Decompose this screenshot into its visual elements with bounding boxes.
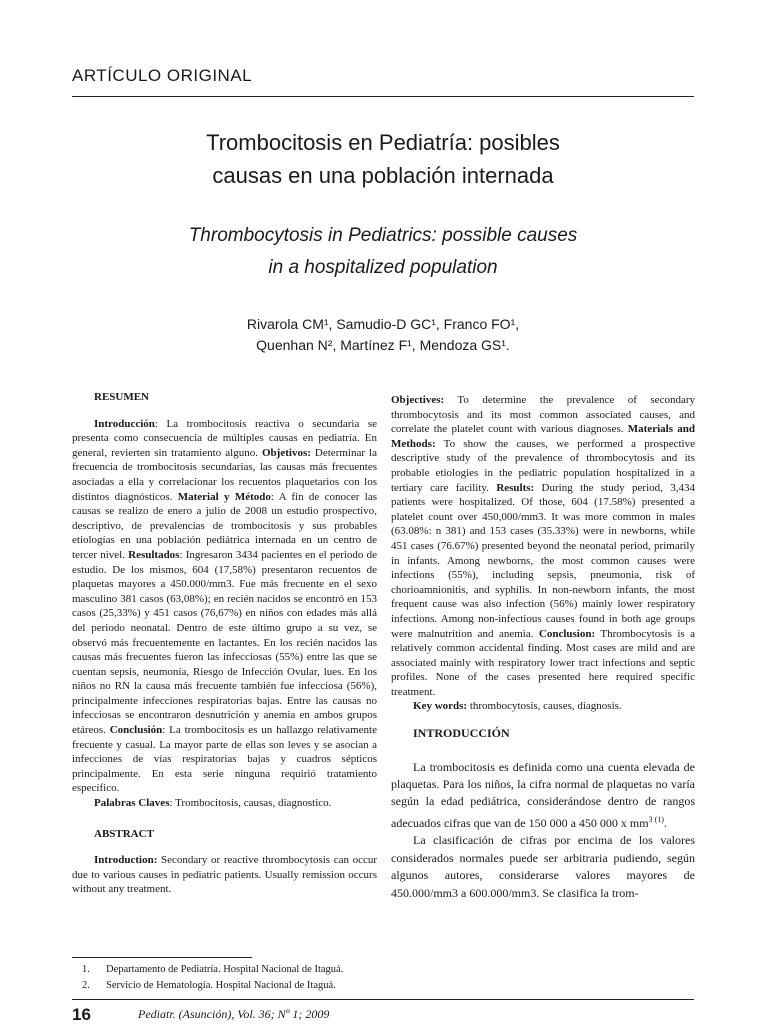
- right-column: [391, 393, 695, 902]
- resumen-met-label: Material y Método: [177, 490, 271, 503]
- resumen-heading: RESUMEN: [94, 391, 150, 403]
- introduccion-heading: INTRODUCCIÓN: [413, 726, 510, 741]
- footnote-2: 2. Servicio de Hematología. Hospital Nacional de Itaguá.: [82, 980, 336, 991]
- abstract-heading: ABSTRACT: [94, 827, 154, 840]
- resumen-keywords: [72, 796, 377, 811]
- authors-line-2: Quenhan N², Martínez F¹, Mendoza GS¹.: [256, 337, 510, 353]
- title-en-line-2: in a hospitalized population: [268, 257, 498, 278]
- introduccion-p1-text: La trombocitosis es definida como una cuenta elevada de plaquetas. Para los niños, la cifra normal de plaquetas no varía según la edad pediátrica, considerándose dentro de rangos adecuados cifras que van de 150 000 a 450 000 x mm: [391, 759, 695, 830]
- introduccion-p1-sup: 3 (1): [648, 814, 664, 824]
- abstract-obj-text: To determine the prevalence of secondary thrombocytosis and its most common associated causes, and correlate the platelet count with various diagnoses.: [391, 394, 695, 436]
- abstract-kw-label: Key words:: [413, 700, 468, 713]
- resumen-intro-label: Introducción: [94, 417, 155, 430]
- journal-citation: Pediatr. (Asunción), Vol. 36; Nº 1; 2009: [138, 1007, 330, 1021]
- resumen-kw-text: : Trombocitosis, causas, diagnostico.: [169, 797, 332, 810]
- resumen-met-text: : A fin de conocer las causas se realizo de enero a julio de 2008 un estudio prospectivo, descriptivo, de prevalencias de trombocitosis y sus probables etiologías en una población pediátrica internada en un centro de tercer nivel.: [72, 490, 378, 561]
- resumen-obj-text: Determinar la frecuencia de trombocitosis secundarias, las causas más frecuentes asociadas a ella y correlacionar los recuentos plaquetarios con los distintos diagnósticos.: [72, 446, 377, 503]
- introduccion-p1: [391, 759, 695, 833]
- resumen-body: [72, 417, 377, 796]
- introduccion-p1-end: .: [663, 815, 667, 830]
- title-es-line-1: Trombocitosis en Pediatría: posibles: [206, 130, 560, 155]
- page-number: 16: [72, 1005, 91, 1024]
- authors-line-1: Rivarola CM¹, Samudio-D GC¹, Franco FO¹,: [246, 316, 520, 332]
- abstract-res-text: During the study period, 3,434 patients were hospitalized. Of those, 604 (17.58%) presented a platelet count over 450,000/mm3. It was more common in males (63.08%: n 381) and 153 cases (35.33%) were in newborns, while 451 cases (76.67%) presented beyond the neonatal period, primarily in infants. Among newborns, the most common causes were infections (55%), including sepsis, pneumonia, risk of chorioamnionitis, and syphilis. In non-newborn infants, the most frequent cause was also infection (56%) mainly lower respiratory infections. Among non-infectious causes found in both age groups were malnutrition and anemia.: [391, 481, 695, 640]
- resumen-obj-label: Objetivos:: [262, 446, 311, 459]
- footnote-rule: [72, 957, 252, 958]
- title-es-line-2: causas en una población internada: [212, 163, 554, 188]
- resumen-con-text: : La trombocitosis es un hallazgo relativamente frecuente y casual. La mayor parte de ellas son leves y se asocian a infecciones de vías respiratorias bajas y cuadros sépticos principalmente. En esta serie ninguna requirió tratamiento específico.: [72, 724, 377, 795]
- resumen-kw-label: Palabras Claves: [94, 797, 170, 810]
- resumen-con-label: Conclusión: [109, 724, 163, 737]
- abstract-met-label: Materials and Methods:: [391, 423, 695, 450]
- abstract-body-start: [72, 853, 377, 897]
- abstract-con-label: Conclusion:: [538, 627, 596, 640]
- abstract-met-text: To show the causes, we performed a prospective descriptive study of the prevalence of thrombocytosis and its probable etiologies in the pediatric population hospitalized in a tertiary care facility.: [391, 437, 695, 494]
- introduccion-p2: La clasificación de cifras por encima de los valores considerados normales puede ser arbitraria pudiendo, según algunos autores, considerarse valores mayores de 450.000/mm3 a 600.000/mm3. Se clasifica la trom-: [391, 833, 695, 900]
- abstract-res-label: Results:: [496, 481, 535, 494]
- resumen-res-label: Resultados: [128, 548, 180, 561]
- abstract-intro-label: Introduction:: [94, 854, 158, 867]
- abstract-intro-text: Secondary or reactive thrombocytosis can occur due to various causes in pediatric patients. Usually remission occurs without any treatment.: [72, 854, 377, 896]
- title-en-line-1: Thrombocytosis in Pediatrics: possible causes: [188, 225, 578, 246]
- footer-rule: [72, 999, 694, 1000]
- left-column: [72, 390, 377, 897]
- abstract-con-text: Thrombocytosis is a relatively common accidental finding. Most cases are mild and are associated mainly with respiratory lower tract infections and septic profiles. None of the cases presented here required specific treatment.: [391, 627, 695, 698]
- abstract-keywords: [391, 699, 695, 714]
- footnotes: [72, 962, 402, 994]
- abstract-body: [391, 393, 695, 699]
- resumen-res-text: : Ingresaron 3434 pacientes en el periodo de estudio. De los mismos, 604 (17,58%) presentaron recuentos de plaquetas mayores a 450.000/mm3. Fue más frecuente en el sexo masculino 381 casos (63,08%); en recién nacidos se encontró en 153 casos (25,33%) y 451 casos (76,67%) en niños con edades más allá del periodo neonatal. Dentro de este último grupo a su vez, se observó más frecuentemente en lactantes. En los recién nacidos las causas más frecuentes fueron las infecciosas (55%) entre las que se cuentan sepsis, neumonía, Riesgo de Infección Ovular, lues. En los niños no RN la causa más frecuente también fue infecciosa (56%), principalmente infecciones respiratorias bajas. Entre las causas no infecciosas se encontraron desnutrición y anemia en ambos grupos etáreos.: [72, 548, 377, 737]
- resumen-intro-text: : La trombocitosis reactiva o secundaria se presenta como consecuencia de múltiples causas en pediatría. En general, revierten sin tratamiento alguno.: [72, 417, 377, 459]
- header-rule: [72, 96, 694, 97]
- footnote-1: 1. Departamento de Pediatría. Hospital Nacional de Itaguá.: [82, 964, 344, 975]
- abstract-obj-label: Objectives:: [391, 394, 445, 406]
- abstract-kw-text: thrombocytosis, causes, diagnosis.: [467, 700, 622, 713]
- section-label: ARTÍCULO ORIGINAL: [72, 66, 253, 85]
